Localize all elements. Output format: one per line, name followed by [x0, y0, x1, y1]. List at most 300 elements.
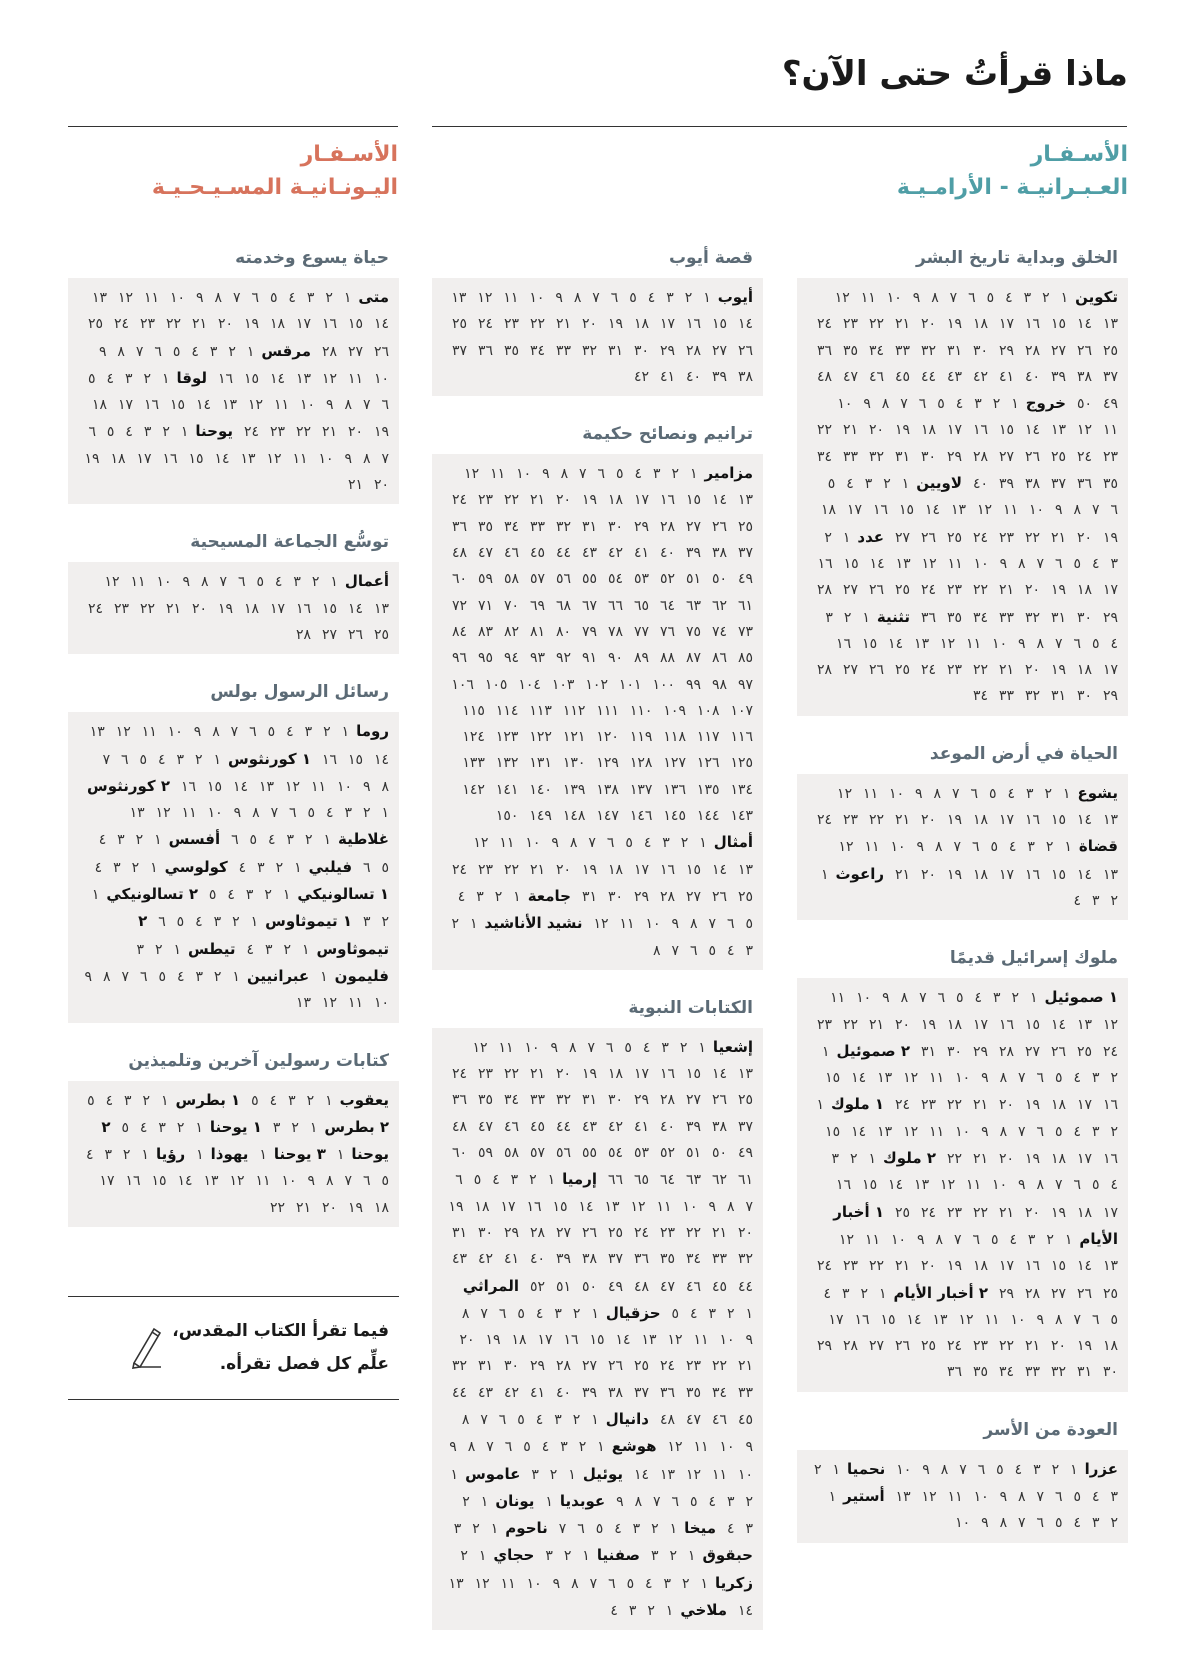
chapter-number[interactable]: ٥٧	[529, 571, 545, 588]
chapter-number[interactable]: ٤	[158, 751, 166, 768]
chapter-number[interactable]: ١٥	[899, 502, 915, 519]
chapter-number[interactable]: ١	[301, 941, 310, 958]
chapter-number[interactable]: ٣٥	[1102, 476, 1118, 493]
chapter-number[interactable]: ٤٩	[737, 1145, 753, 1162]
chapter-number[interactable]: ٥	[1055, 1515, 1063, 1532]
chapter-number[interactable]: ١١	[144, 290, 160, 306]
chapter-number[interactable]: ١٦	[1024, 866, 1040, 883]
chapter-number[interactable]: ٤	[191, 343, 199, 360]
chapter-number[interactable]: ٢٠	[1024, 582, 1040, 599]
chapter-number[interactable]: ٧٢	[451, 597, 467, 614]
chapter-number[interactable]: ٣	[476, 888, 484, 905]
chapter-number[interactable]: ٦١	[737, 597, 753, 614]
chapter-number[interactable]: ٣	[1110, 555, 1118, 572]
chapter-number[interactable]: ٧	[230, 724, 239, 741]
chapter-number[interactable]: ٣٩	[581, 1384, 597, 1401]
chapter-number[interactable]: ٤	[1008, 839, 1017, 856]
chapter-number[interactable]: ١٥	[347, 316, 363, 333]
chapter-number[interactable]: ١٤٦	[629, 808, 653, 825]
chapter-number[interactable]: ٤١	[659, 368, 675, 385]
chapter-number[interactable]: ٥٦	[555, 1145, 571, 1162]
chapter-number[interactable]: ٥	[121, 1119, 129, 1136]
chapter-number[interactable]: ٤	[85, 1147, 94, 1164]
chapter-number[interactable]: ٢٤	[816, 812, 832, 829]
chapter-number[interactable]: ٣٢	[1050, 1364, 1066, 1381]
chapter-number[interactable]: ٢٧	[842, 582, 858, 599]
chapter-number[interactable]: ١٠	[719, 1439, 735, 1456]
chapter-number[interactable]: ٣	[306, 290, 315, 306]
chapter-number[interactable]: ١٣	[295, 370, 311, 387]
chapter-number[interactable]: ٢٨	[321, 343, 337, 360]
chapter-number[interactable]: ١٨	[946, 1016, 962, 1033]
chapter-number[interactable]: ٢٤	[243, 424, 259, 441]
chapter-number[interactable]: ١٢٣	[495, 729, 519, 746]
chapter-number[interactable]: ٢٢	[946, 1151, 962, 1168]
chapter-number[interactable]: ٤	[1091, 555, 1100, 572]
chapter-number[interactable]: ٨٩	[633, 650, 649, 667]
chapter-number[interactable]: ١٤	[578, 1198, 594, 1215]
chapter-number[interactable]: ٢٤	[633, 1224, 649, 1241]
chapter-number[interactable]: ٢٥	[737, 1092, 753, 1109]
chapter-number[interactable]: ٤٥	[737, 1411, 753, 1428]
chapter-number[interactable]: ٢٢	[972, 1204, 988, 1221]
chapter-number[interactable]: ٧	[900, 396, 908, 413]
chapter-number[interactable]: ١٠	[973, 1488, 989, 1505]
chapter-number[interactable]: ٢٦	[1024, 448, 1040, 465]
chapter-number[interactable]: ١٢	[903, 1070, 919, 1087]
chapter-number[interactable]: ٣	[825, 609, 833, 626]
chapter-number[interactable]: ٤	[1091, 1488, 1100, 1505]
chapter-number[interactable]: ٢٣	[477, 492, 493, 509]
chapter-number[interactable]: ٥٤	[607, 571, 623, 588]
chapter-number[interactable]: ٢	[381, 914, 389, 931]
chapter-number[interactable]: ١٧	[99, 1173, 115, 1190]
chapter-number[interactable]: ٢٠	[920, 1258, 936, 1275]
chapter-number[interactable]: ٣	[864, 476, 873, 493]
chapter-number[interactable]: ٢	[494, 888, 503, 905]
chapter-number[interactable]: ٣٨	[1076, 368, 1092, 385]
chapter-number[interactable]: ١	[1060, 290, 1069, 306]
chapter-number[interactable]: ٦٣	[685, 1172, 701, 1189]
chapter-number[interactable]: ١٣	[914, 635, 930, 652]
chapter-number[interactable]: ١٩	[1050, 662, 1066, 679]
chapter-number[interactable]: ١٣	[659, 1466, 675, 1483]
chapter-number[interactable]: ١٣	[1102, 812, 1118, 829]
chapter-number[interactable]: ٢٧	[842, 662, 858, 679]
chapter-number[interactable]: ٣	[632, 1521, 641, 1538]
chapter-number[interactable]: ٢٤	[920, 582, 936, 599]
chapter-number[interactable]: ٨	[999, 1070, 1008, 1087]
chapter-number[interactable]: ١٥	[1050, 1258, 1066, 1275]
chapter-number[interactable]: ٤٢	[477, 1251, 493, 1268]
chapter-number[interactable]: ٣٩	[685, 1118, 701, 1135]
chapter-number[interactable]: ٦	[918, 396, 927, 413]
chapter-number[interactable]: ٥	[690, 1493, 698, 1510]
chapter-number[interactable]: ٢٢	[868, 812, 884, 829]
chapter-number[interactable]: ١	[669, 1521, 678, 1538]
chapter-number[interactable]: ١١٧	[696, 729, 720, 746]
chapter-number[interactable]: ٢٨	[842, 1338, 858, 1355]
chapter-number[interactable]: ٨	[461, 1411, 470, 1428]
chapter-number[interactable]: ٢٠	[894, 1016, 910, 1033]
chapter-number[interactable]: ٣٦	[451, 1092, 467, 1109]
chapter-number[interactable]: ٢٠	[321, 1199, 337, 1216]
chapter-number[interactable]: ٥٩	[477, 571, 493, 588]
chapter-number[interactable]: ١٣	[737, 1066, 753, 1083]
chapter-number[interactable]: ٣	[1110, 1488, 1118, 1505]
chapter-number[interactable]: ٣٢	[1024, 609, 1040, 626]
chapter-number[interactable]: ٣٦	[659, 1384, 675, 1401]
chapter-number[interactable]: ٦	[158, 914, 166, 931]
chapter-number[interactable]: ٧	[1091, 502, 1100, 519]
chapter-number[interactable]: ٤٣	[581, 1118, 597, 1135]
chapter-number[interactable]: ٤	[1014, 1461, 1023, 1478]
chapter-number[interactable]: ٤٨	[816, 368, 832, 385]
chapter-number[interactable]: ٧	[480, 1305, 488, 1322]
chapter-number[interactable]: ١٣٤	[730, 781, 753, 798]
chapter-number[interactable]: ٧٧	[633, 623, 649, 640]
chapter-number[interactable]: ٤	[726, 1521, 735, 1538]
chapter-number[interactable]: ٤	[610, 1603, 618, 1620]
chapter-number[interactable]: ٢٨	[555, 1358, 571, 1375]
chapter-number[interactable]: ٢٥	[737, 518, 753, 535]
chapter-number[interactable]: ١١	[860, 290, 876, 306]
chapter-number[interactable]: ٢٠	[1076, 529, 1092, 546]
chapter-number[interactable]: ٨	[931, 290, 939, 306]
chapter-number[interactable]: ٢	[194, 751, 203, 768]
chapter-number[interactable]: ٩٢	[555, 650, 571, 667]
chapter-number[interactable]: ٨	[1036, 635, 1045, 652]
chapter-number[interactable]: ٢	[850, 1151, 858, 1168]
chapter-number[interactable]: ١	[450, 1466, 459, 1483]
chapter-number[interactable]: ٣٠	[503, 1358, 519, 1375]
chapter-number[interactable]: ٧	[486, 1439, 494, 1456]
chapter-number[interactable]: ١٥	[151, 1173, 167, 1190]
chapter-number[interactable]: ٩	[981, 1070, 989, 1087]
chapter-number[interactable]: ١٠	[955, 1515, 971, 1532]
chapter-number[interactable]: ٧	[952, 785, 960, 802]
chapter-number[interactable]: ٢٣	[842, 316, 858, 333]
chapter-number[interactable]: ٨	[1073, 502, 1082, 519]
chapter-number[interactable]: ٢٣	[920, 1097, 936, 1114]
chapter-number[interactable]: ١٩	[607, 316, 623, 333]
chapter-number[interactable]: ١٢٩	[596, 755, 619, 772]
chapter-number[interactable]: ٢٥	[737, 888, 753, 905]
chapter-number[interactable]: ٣	[1027, 839, 1035, 856]
chapter-number[interactable]: ١	[745, 1305, 753, 1322]
chapter-number[interactable]: ٤٦	[503, 1118, 519, 1135]
chapter-number[interactable]: ١٤	[373, 316, 389, 333]
chapter-number[interactable]: ٧	[1055, 635, 1063, 652]
chapter-number[interactable]: ١٨	[1076, 1204, 1092, 1221]
chapter-number[interactable]: ١٨	[110, 450, 126, 467]
chapter-number[interactable]: ٢١	[972, 1097, 988, 1114]
chapter-number[interactable]: ١٦	[1102, 1151, 1118, 1168]
chapter-number[interactable]: ٢	[451, 916, 460, 933]
chapter-number[interactable]: ١٨	[92, 397, 108, 414]
chapter-number[interactable]: ٣٠	[972, 342, 988, 359]
chapter-number[interactable]: ١٠	[170, 290, 186, 306]
chapter-number[interactable]: ٩	[863, 396, 871, 413]
chapter-number[interactable]: ٥	[523, 1439, 531, 1456]
chapter-number[interactable]: ٣	[726, 1493, 735, 1510]
chapter-number[interactable]: ٣١	[1050, 609, 1066, 626]
chapter-number[interactable]: ١	[816, 1097, 825, 1114]
chapter-number[interactable]: ٦	[968, 290, 976, 306]
chapter-number[interactable]: ٥١	[685, 1145, 701, 1162]
chapter-number[interactable]: ٩	[915, 785, 923, 802]
chapter-number[interactable]: ١٤	[1076, 812, 1092, 829]
chapter-number[interactable]: ١٧	[659, 316, 675, 333]
chapter-number[interactable]: ٢٩	[633, 518, 649, 535]
chapter-number[interactable]: ١	[832, 1461, 841, 1478]
chapter-number[interactable]: ٤	[1110, 635, 1118, 652]
chapter-number[interactable]: ١٢	[921, 1488, 937, 1505]
chapter-number[interactable]: ١٩	[84, 450, 100, 467]
chapter-number[interactable]: ٢	[311, 574, 320, 591]
chapter-number[interactable]: ٢٥	[894, 582, 910, 599]
chapter-number[interactable]: ٨	[252, 805, 260, 822]
chapter-number[interactable]: ٣٤	[503, 1092, 519, 1109]
chapter-number[interactable]: ٢٧	[555, 1224, 571, 1241]
chapter-number[interactable]: ٢	[306, 1092, 315, 1109]
chapter-number[interactable]: ٤	[268, 832, 276, 849]
chapter-number[interactable]: ٤	[1073, 1070, 1082, 1087]
chapter-number[interactable]: ٢١	[894, 812, 910, 829]
chapter-number[interactable]: ٣	[344, 805, 353, 822]
chapter-number[interactable]: ١٨	[373, 1199, 389, 1216]
chapter-number[interactable]: ٢٦	[711, 518, 727, 535]
chapter-number[interactable]: ٣	[745, 942, 753, 959]
chapter-number[interactable]: ١٠	[973, 555, 989, 572]
chapter-number[interactable]: ١١	[1003, 502, 1019, 519]
chapter-number[interactable]: ٢	[682, 1575, 690, 1592]
chapter-number[interactable]: ٤	[541, 1439, 550, 1456]
chapter-number[interactable]: ٨	[568, 1039, 577, 1056]
chapter-number[interactable]: ١٠	[373, 995, 389, 1012]
chapter-number[interactable]: ٦٧	[581, 597, 597, 614]
chapter-number[interactable]: ٩٤	[503, 650, 519, 667]
chapter-number[interactable]: ٤	[535, 1305, 544, 1322]
chapter-number[interactable]: ١٤	[177, 1173, 193, 1190]
chapter-number[interactable]: ٣	[1091, 1070, 1100, 1087]
chapter-number[interactable]: ٢٢	[998, 1338, 1014, 1355]
chapter-number[interactable]: ٦	[606, 835, 615, 852]
chapter-number[interactable]: ٥	[671, 1305, 680, 1322]
chapter-number[interactable]: ٤١	[503, 1251, 519, 1268]
chapter-number[interactable]: ٥	[381, 1173, 389, 1190]
chapter-number[interactable]: ١٠	[955, 1070, 971, 1087]
chapter-number[interactable]: ٣	[1091, 1123, 1100, 1140]
chapter-number[interactable]: ١	[820, 866, 829, 883]
chapter-number[interactable]: ٢	[275, 859, 284, 876]
chapter-number[interactable]: ٤٨	[633, 1278, 649, 1295]
chapter-number[interactable]: ٢	[162, 424, 170, 441]
chapter-number[interactable]: ١١	[693, 1332, 709, 1349]
chapter-number[interactable]: ١٣	[877, 1123, 893, 1140]
chapter-number[interactable]: ٣٧	[1102, 368, 1118, 385]
chapter-number[interactable]: ٦	[381, 397, 389, 414]
chapter-number[interactable]: ٢٥	[894, 662, 910, 679]
chapter-number[interactable]: ٩	[999, 1488, 1008, 1505]
chapter-number[interactable]: ٤٥	[711, 1278, 727, 1295]
chapter-number[interactable]: ٣١	[607, 342, 623, 359]
chapter-number[interactable]: ١٤	[347, 600, 363, 617]
chapter-number[interactable]: ٩	[616, 1493, 624, 1510]
chapter-number[interactable]: ١	[687, 1548, 696, 1565]
chapter-number[interactable]: ٥	[1055, 1123, 1063, 1140]
chapter-number[interactable]: ٩	[98, 343, 107, 360]
chapter-number[interactable]: ٤	[238, 859, 247, 876]
chapter-number[interactable]: ٣٢	[920, 342, 936, 359]
chapter-number[interactable]: ٣	[143, 424, 152, 441]
chapter-number[interactable]: ٥٢	[659, 571, 675, 588]
chapter-number[interactable]: ١٢٧	[663, 755, 686, 772]
chapter-number[interactable]: ٣٤	[503, 518, 519, 535]
chapter-number[interactable]: ٦	[1073, 1177, 1082, 1194]
chapter-number[interactable]: ١٥	[589, 1332, 605, 1349]
chapter-number[interactable]: ٥٩	[477, 1145, 493, 1162]
chapter-number[interactable]: ١٣	[737, 492, 753, 509]
chapter-number[interactable]: ١	[868, 1151, 877, 1168]
chapter-number[interactable]: ١٣	[1050, 422, 1066, 439]
chapter-number[interactable]: ٢	[228, 343, 236, 360]
chapter-number[interactable]: ٣٦	[1076, 476, 1092, 493]
chapter-number[interactable]: ١٠	[1029, 502, 1045, 519]
chapter-number[interactable]: ٦٠	[451, 1145, 467, 1162]
chapter-number[interactable]: ٦	[362, 859, 371, 876]
chapter-number[interactable]: ٤	[139, 1119, 148, 1136]
chapter-number[interactable]: ٥	[269, 290, 278, 306]
chapter-number[interactable]: ٦	[139, 968, 148, 985]
chapter-number[interactable]: ٥	[624, 1039, 632, 1056]
chapter-number[interactable]: ٤٠	[659, 545, 675, 562]
chapter-number[interactable]: ٨	[634, 1493, 643, 1510]
chapter-number[interactable]: ٢٢	[868, 316, 884, 333]
chapter-number[interactable]: ٤	[955, 396, 964, 413]
chapter-number[interactable]: ٢	[283, 941, 291, 958]
chapter-number[interactable]: ٨	[569, 835, 578, 852]
chapter-number[interactable]: ٥	[158, 968, 166, 985]
chapter-number[interactable]: ١٣	[448, 1575, 464, 1592]
chapter-number[interactable]: ٢	[143, 370, 152, 387]
chapter-number[interactable]: ١٠	[1010, 1311, 1026, 1328]
chapter-number[interactable]: ١	[161, 1092, 169, 1109]
chapter-number[interactable]: ١٠	[281, 1173, 297, 1190]
chapter-number[interactable]: ٢٦	[373, 343, 389, 360]
chapter-number[interactable]: ٢١	[894, 866, 910, 883]
chapter-number[interactable]: ٤	[823, 1285, 832, 1302]
chapter-number[interactable]: ٢٢	[816, 422, 832, 439]
chapter-number[interactable]: ٨	[200, 574, 209, 591]
chapter-number[interactable]: ١٥	[321, 600, 337, 617]
chapter-number[interactable]: ٣٠	[477, 1224, 493, 1241]
chapter-number[interactable]: ١٢	[266, 450, 282, 467]
chapter-number[interactable]: ٥	[176, 914, 185, 931]
chapter-number[interactable]: ٣٥	[477, 1092, 493, 1109]
chapter-number[interactable]: ٤	[643, 835, 652, 852]
chapter-number[interactable]: ١٩	[581, 1066, 597, 1083]
chapter-number[interactable]: ٣	[554, 1305, 562, 1322]
chapter-number[interactable]: ١١	[619, 916, 635, 933]
chapter-number[interactable]: ١٠	[891, 1231, 907, 1248]
chapter-number[interactable]: ١٣	[240, 450, 256, 467]
chapter-number[interactable]: ٣٩	[685, 545, 701, 562]
chapter-number[interactable]: ٥٧	[529, 1145, 545, 1162]
chapter-number[interactable]: ١	[490, 1521, 499, 1538]
chapter-number[interactable]: ١٦	[321, 316, 337, 333]
chapter-number[interactable]: ١٣	[877, 1070, 893, 1087]
chapter-number[interactable]: ٨٤	[451, 623, 467, 640]
chapter-number[interactable]: ١٦	[180, 778, 197, 795]
chapter-number[interactable]: ١٩	[373, 424, 389, 441]
chapter-number[interactable]: ١	[842, 529, 851, 546]
chapter-number[interactable]: ١٠	[955, 1123, 971, 1140]
chapter-number[interactable]: ٢٦	[581, 1224, 597, 1241]
chapter-number[interactable]: ١٣	[89, 724, 105, 741]
chapter-number[interactable]: ٣	[831, 1151, 840, 1168]
chapter-number[interactable]: ١٤	[1076, 316, 1092, 333]
chapter-number[interactable]: ٥	[990, 839, 998, 856]
chapter-number[interactable]: ٢	[1042, 290, 1050, 306]
chapter-number[interactable]: ٩	[551, 835, 559, 852]
chapter-number[interactable]: ٣٢	[581, 342, 597, 359]
chapter-number[interactable]: ٧	[219, 574, 227, 591]
chapter-number[interactable]: ٨	[999, 1123, 1008, 1140]
chapter-number[interactable]: ١٠	[645, 916, 661, 933]
chapter-number[interactable]: ٣	[531, 1466, 539, 1483]
chapter-number[interactable]: ١٢	[667, 1439, 683, 1456]
chapter-number[interactable]: ١٩	[946, 812, 962, 829]
chapter-number[interactable]: ٨	[362, 450, 371, 467]
chapter-number[interactable]: ٥٥	[581, 571, 597, 588]
chapter-number[interactable]: ٣	[257, 859, 265, 876]
chapter-number[interactable]: ٨	[726, 1198, 735, 1215]
chapter-number[interactable]: ٤٣	[581, 545, 597, 562]
chapter-number[interactable]: ٦	[1055, 555, 1063, 572]
chapter-number[interactable]: ٣٧	[633, 1384, 649, 1401]
chapter-number[interactable]: ٢٤	[87, 600, 103, 617]
chapter-number[interactable]: ١٠٦	[451, 676, 474, 693]
chapter-number[interactable]: ٤	[1073, 1123, 1082, 1140]
chapter-number[interactable]: ٨	[461, 1305, 470, 1322]
chapter-number[interactable]: ٤	[286, 724, 294, 741]
chapter-number[interactable]: ١٢	[115, 724, 131, 741]
chapter-number[interactable]: ١١	[292, 450, 308, 467]
chapter-number[interactable]: ٦	[972, 1231, 980, 1248]
chapter-number[interactable]: ٤	[1005, 290, 1013, 306]
chapter-number[interactable]: ٢٢	[503, 861, 519, 878]
chapter-number[interactable]: ٢١	[529, 861, 545, 878]
chapter-number[interactable]: ٣١	[1076, 1364, 1092, 1381]
chapter-number[interactable]: ٤٧	[685, 1411, 701, 1428]
chapter-number[interactable]: ٣	[304, 724, 313, 741]
chapter-number[interactable]: ١٧	[1076, 1151, 1092, 1168]
chapter-number[interactable]: ٢٥	[920, 1338, 936, 1355]
chapter-number[interactable]: ٧	[949, 290, 958, 306]
chapter-number[interactable]: ٧٤	[711, 623, 727, 640]
chapter-number[interactable]: ٩٩	[685, 676, 701, 693]
chapter-number[interactable]: ٢٤	[920, 662, 936, 679]
chapter-number[interactable]: ١٧	[537, 1332, 553, 1349]
chapter-number[interactable]: ٧	[953, 839, 961, 856]
chapter-number[interactable]: ٤	[269, 1092, 278, 1109]
chapter-number[interactable]: ١٥	[825, 1123, 841, 1140]
chapter-number[interactable]: ١٢	[229, 1173, 245, 1190]
chapter-number[interactable]: ٧٨	[607, 623, 623, 640]
chapter-number[interactable]: ٤	[98, 832, 107, 849]
chapter-number[interactable]: ٢٤	[113, 316, 129, 333]
